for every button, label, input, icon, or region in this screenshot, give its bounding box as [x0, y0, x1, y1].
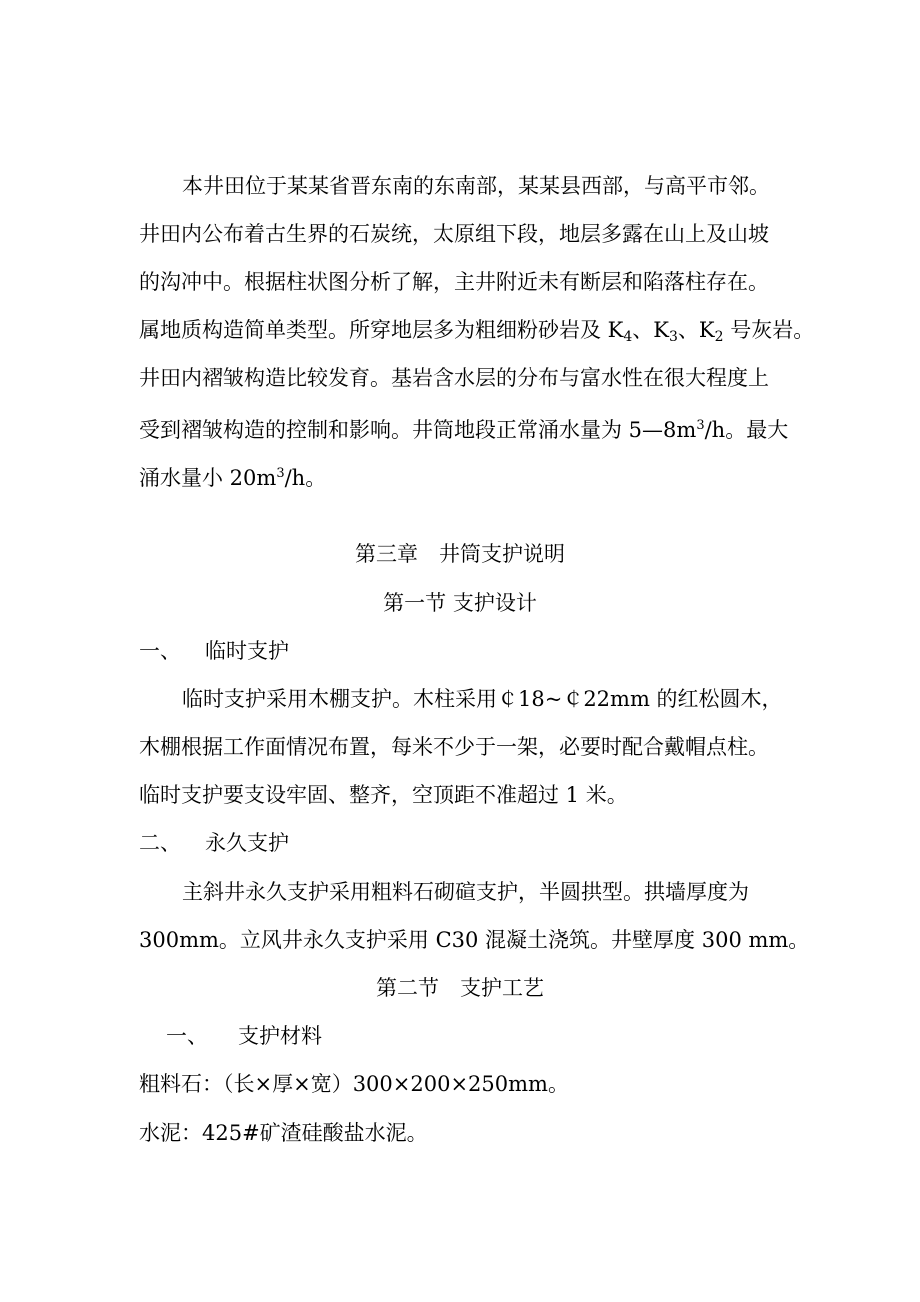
paragraph-line	[139, 459, 784, 493]
list-label: 临时支护	[205, 639, 289, 663]
list-label: 永久支护	[205, 831, 289, 855]
superscript: 3	[696, 418, 705, 433]
text-segment: /h。最大	[704, 418, 789, 442]
text-segment: 属地质构造简单类型。所穿地层多为粗细粉砂岩及 K	[139, 318, 624, 342]
material-line: 粗料石：（长×厚×宽）300×200×250mm。	[139, 1072, 569, 1096]
section-title: 第一节 支护设计	[383, 591, 537, 615]
material-line: 水泥：425#矿渣硅酸盐水泥。	[139, 1121, 428, 1145]
list-number: 一、	[166, 1024, 208, 1048]
text-segment: 涌水量小 20m	[139, 466, 277, 490]
paragraph-line: 井田内褶皱构造比较发育。基岩含水层的分布与富水性在很大程度上	[139, 366, 769, 390]
section-title: 第二节 支护工艺	[376, 976, 544, 1000]
subscript: 2	[714, 329, 724, 345]
text-segment: 、K	[677, 318, 715, 342]
paragraph-line: 主斜井永久支护采用粗料石砌碹支护，半圆拱型。拱墙厚度为	[182, 880, 749, 904]
paragraph-line: 井田内公布着古生界的石炭统，太原组下段，地层多露在山上及山坡	[139, 222, 769, 246]
chapter-title: 第三章 井筒支护说明	[355, 542, 565, 566]
text-segment: /h。	[284, 466, 327, 490]
paragraph-line: 的沟冲中。根据柱状图分析了解，主井附近未有断层和陷落柱存在。	[139, 270, 769, 294]
paragraph-line	[139, 315, 815, 352]
subscript: 4	[623, 329, 633, 345]
paragraph-line: 300mm。立风井永久支护采用 C30 混凝土浇筑。井壁厚度 300 mm。	[139, 928, 810, 952]
text-segment: 号灰岩。	[723, 318, 815, 342]
list-item-heading	[166, 1021, 811, 1051]
paragraph-line: 本井田位于某某省晋东南的东南部，某某县西部，与高平市邻。	[182, 174, 770, 198]
list-item-heading	[139, 636, 784, 666]
list-number: 二、	[139, 831, 181, 855]
paragraph-line: 临时支护采用木棚支护。木柱采用￠18~￠22mm 的红松圆木，	[182, 687, 783, 711]
list-label: 支护材料	[238, 1024, 322, 1048]
list-item-heading	[139, 828, 784, 858]
superscript: 3	[276, 466, 285, 481]
list-number: 一、	[139, 639, 181, 663]
paragraph-line	[139, 411, 789, 445]
text-segment: 、K	[632, 318, 669, 342]
paragraph-line: 临时支护要支设牢固、整齐，空顶距不准超过 1 米。	[139, 783, 628, 807]
text-segment: 受到褶皱构造的控制和影响。井筒地段正常涌水量为 5—8m	[139, 418, 697, 442]
subscript: 3	[669, 329, 678, 345]
paragraph-line: 木棚根据工作面情况布置，每米不少于一架，必要时配合戴帽点柱。	[139, 735, 769, 759]
